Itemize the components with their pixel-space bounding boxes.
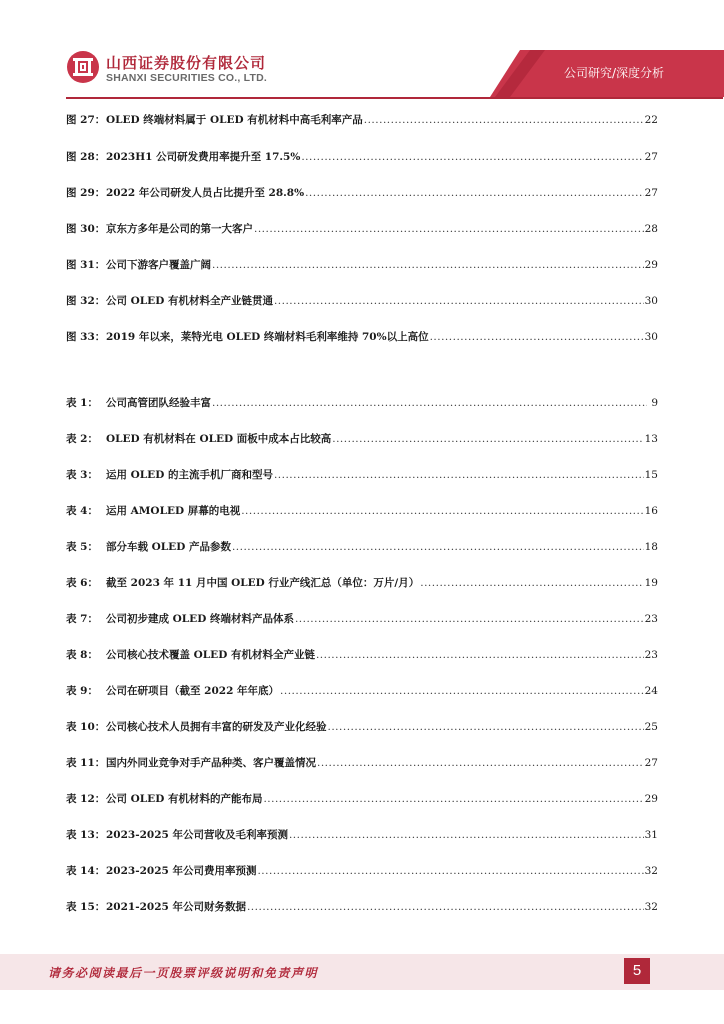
toc-entry-page: 13 xyxy=(644,433,658,445)
toc-entry-page: 29 xyxy=(644,259,658,271)
toc-entry-label: 表 10： xyxy=(66,721,106,733)
footer-disclaimer: 请务必阅读最后一页股票评级说明和免责声明 xyxy=(48,966,319,980)
company-logo-icon xyxy=(66,50,100,84)
page-number: 5 xyxy=(624,958,650,984)
header-ribbon-shape xyxy=(0,0,724,100)
toc-entry-title: 公司核心技术覆盖 OLED 有机材料全产业链 xyxy=(106,649,315,661)
toc-entry-title: 国内外同业竞争对手产品种类、客户覆盖情况 xyxy=(106,757,316,769)
toc-entry-label: 表 15： xyxy=(66,901,106,913)
toc-entry-title: 截至 2023 年 11 月中国 OLED 行业产线汇总（单位：万片/月） xyxy=(106,577,420,589)
page-header xyxy=(0,0,724,100)
toc-entry-title: 2019 年以来，莱特光电 OLED 终端材料毛利率维持 70%以上高位 xyxy=(106,331,429,343)
toc-entry-page: 29 xyxy=(644,793,658,805)
toc-entry-title: 公司核心技术人员拥有丰富的研发及产业化经验 xyxy=(106,721,327,733)
toc-entry-label: 表 9： xyxy=(66,685,98,697)
toc-leader-dots xyxy=(328,717,644,737)
toc-leader-dots xyxy=(254,219,644,239)
toc-entry-title: 公司 OLED 有机材料的产能布局 xyxy=(106,793,263,805)
toc-entry-page: 27 xyxy=(644,757,658,769)
table-toc-entry[interactable] xyxy=(66,573,658,593)
table-toc-entry[interactable] xyxy=(66,537,658,557)
header-divider xyxy=(66,97,723,99)
toc-leader-dots xyxy=(232,537,644,557)
toc-entry-title: OLED 终端材料属于 OLED 有机材料中高毛利率产品 xyxy=(106,114,363,126)
toc-entry-label: 图 31： xyxy=(66,259,106,271)
toc-entry-page: 28 xyxy=(644,223,658,235)
toc-entry-label: 表 3： xyxy=(66,469,98,481)
toc-entry-label: 表 2： xyxy=(66,433,98,445)
figure-toc-entry[interactable] xyxy=(66,291,658,311)
toc-entry-title: 部分车载 OLED 产品参数 xyxy=(106,541,231,553)
toc-leader-dots xyxy=(301,147,643,167)
toc-entry-label: 表 7： xyxy=(66,613,98,625)
toc-entry-page: 16 xyxy=(644,505,658,517)
toc-entry-page: 22 xyxy=(644,114,658,126)
toc-entry-page: 31 xyxy=(644,829,658,841)
toc-entry-label: 图 33： xyxy=(66,331,106,343)
toc-entry-title: 2023H1 公司研发费用率提升至 17.5% xyxy=(106,151,301,163)
toc-leader-dots xyxy=(317,753,644,773)
toc-leader-dots xyxy=(364,110,644,130)
toc-leader-dots xyxy=(212,255,644,275)
toc-entry-label: 表 5： xyxy=(66,541,98,553)
toc-leader-dots xyxy=(289,825,644,845)
report-type-tag: 公司研究/深度分析 xyxy=(563,66,664,80)
table-toc-entry[interactable] xyxy=(66,717,658,737)
toc-leader-dots xyxy=(274,465,644,485)
table-toc-entry[interactable] xyxy=(66,753,658,773)
table-toc-entry[interactable] xyxy=(66,465,658,485)
toc-leader-dots xyxy=(332,429,643,449)
toc-leader-dots xyxy=(257,861,643,881)
toc-entry-page: 15 xyxy=(644,469,658,481)
toc-entry-label: 图 27： xyxy=(66,114,106,126)
toc-entry-page: 23 xyxy=(644,649,658,661)
toc-entry-label: 图 32： xyxy=(66,295,106,307)
toc-entry-page: 32 xyxy=(644,865,658,877)
toc-entry-label: 表 6： xyxy=(66,577,98,589)
toc-entry-page: 30 xyxy=(644,295,658,307)
toc-leader-dots xyxy=(274,291,644,311)
toc-entry-title: 2022 年公司研发人员占比提升至 28.8% xyxy=(106,187,305,199)
figure-toc-entry[interactable] xyxy=(66,255,658,275)
table-toc-entry[interactable] xyxy=(66,681,658,701)
table-toc-entry[interactable] xyxy=(66,609,658,629)
toc-entry-title: 公司初步建成 OLED 终端材料产品体系 xyxy=(106,613,294,625)
table-toc-entry[interactable] xyxy=(66,645,658,665)
toc-entry-label: 表 11： xyxy=(66,757,106,769)
toc-entry-label: 表 14： xyxy=(66,865,106,877)
toc-entry-title: 2023-2025 年公司费用率预测 xyxy=(106,865,257,877)
toc-leader-dots xyxy=(212,393,647,413)
table-toc-entry[interactable] xyxy=(66,501,658,521)
toc-entry-label: 表 4： xyxy=(66,505,98,517)
toc-entry-title: 公司高管团队经验丰富 xyxy=(106,397,211,409)
toc-entry-title: 2021-2025 年公司财务数据 xyxy=(106,901,246,913)
table-toc-entry[interactable] xyxy=(66,789,658,809)
toc-entry-page: 27 xyxy=(644,187,658,199)
toc-entry-label: 表 1： xyxy=(66,397,98,409)
figure-toc-entry[interactable] xyxy=(66,147,658,167)
company-name-cn: 山西证券股份有限公司 xyxy=(106,54,267,72)
toc-entry-title: OLED 有机材料在 OLED 面板中成本占比较高 xyxy=(106,433,332,445)
figure-toc-entry[interactable] xyxy=(66,110,658,130)
toc-entry-page: 27 xyxy=(644,151,658,163)
toc-entry-label: 表 12： xyxy=(66,793,106,805)
page-footer xyxy=(0,950,724,990)
company-name-en: SHANXI SECURITIES CO., LTD. xyxy=(106,72,267,84)
table-toc-entry[interactable] xyxy=(66,897,658,917)
toc-entry-label: 图 30： xyxy=(66,223,106,235)
toc-entry-title: 公司在研项目（截至 2022 年年底） xyxy=(106,685,280,697)
toc-entry-label: 图 29： xyxy=(66,187,106,199)
table-toc-entry[interactable] xyxy=(66,429,658,449)
toc-entry-page: 25 xyxy=(644,721,658,733)
toc-entry-page: 32 xyxy=(644,901,658,913)
toc-entry-page: 23 xyxy=(644,613,658,625)
toc-entry-title: 公司 OLED 有机材料全产业链贯通 xyxy=(106,295,273,307)
toc-leader-dots xyxy=(263,789,643,809)
toc-leader-dots xyxy=(305,183,644,203)
figure-toc-entry[interactable] xyxy=(66,183,658,203)
toc-entry-title: 运用 AMOLED 屏幕的电视 xyxy=(106,505,241,517)
toc-entry-title: 2023-2025 年公司营收及毛利率预测 xyxy=(106,829,288,841)
toc-entry-label: 表 8： xyxy=(66,649,98,661)
toc-leader-dots xyxy=(247,897,644,917)
table-toc-entry[interactable] xyxy=(66,825,658,845)
toc-entry-page: 19 xyxy=(644,577,658,589)
figure-toc-entry[interactable] xyxy=(66,219,658,239)
toc-leader-dots xyxy=(241,501,643,521)
toc-entry-page: 30 xyxy=(644,331,658,343)
toc-entry-label: 表 13： xyxy=(66,829,106,841)
toc-entry-page: 24 xyxy=(644,685,658,697)
toc-leader-dots xyxy=(316,645,644,665)
figure-toc-entry[interactable] xyxy=(66,327,658,347)
toc-leader-dots xyxy=(430,327,644,347)
table-toc-entry[interactable] xyxy=(66,393,658,413)
toc-entry-title: 公司下游客户覆盖广阔 xyxy=(106,259,211,271)
toc-entry-page: 9 xyxy=(651,397,658,409)
toc-entry-title: 京东方多年是公司的第一大客户 xyxy=(106,223,253,235)
table-toc-entry[interactable] xyxy=(66,861,658,881)
toc-entry-page: 18 xyxy=(644,541,658,553)
toc-leader-dots xyxy=(295,609,644,629)
toc-entry-title: 运用 OLED 的主流手机厂商和型号 xyxy=(106,469,273,481)
toc-leader-dots xyxy=(420,573,643,593)
toc-entry-label: 图 28： xyxy=(66,151,106,163)
toc-leader-dots xyxy=(280,681,644,701)
